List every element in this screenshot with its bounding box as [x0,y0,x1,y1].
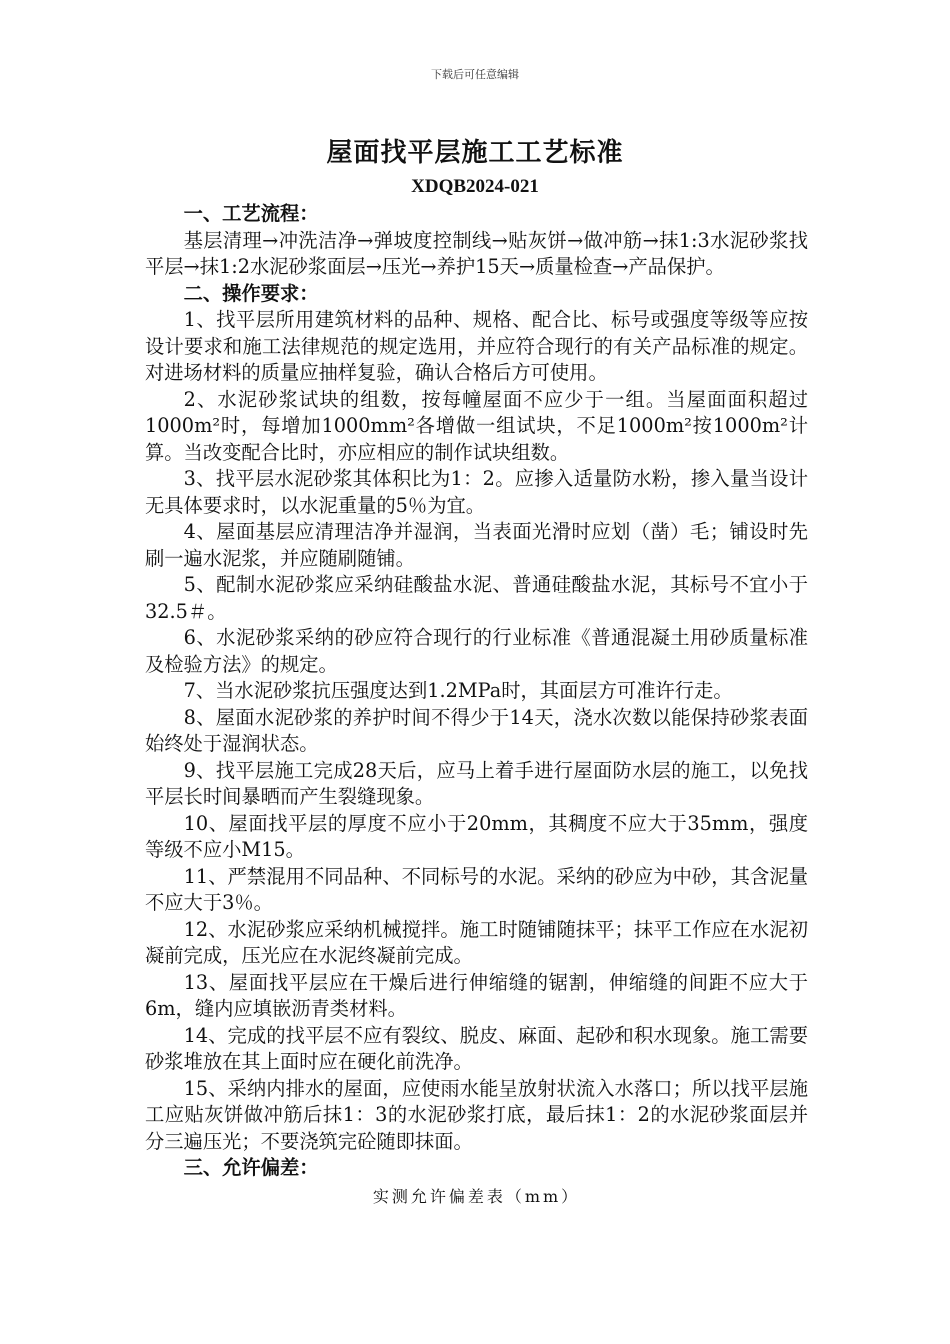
requirement-item: 11、严禁混用不同品种、不同标号的水泥。采纳的砂应为中砂，其含泥量不应大于3％。 [145,864,808,914]
requirement-item: 15、采纳内排水的屋面，应使雨水能呈放射状流入水落口；所以找平层施工应贴灰饼做冲筋后抹1：3的水泥砂浆打底，最后抹1：2的水泥砂浆面层并分三遍压光；不要浇筑完砼随即抹面。 [145,1076,808,1153]
requirement-item: 14、完成的找平层不应有裂纹、脱皮、麻面、起砂和积水现象。施工需要砂浆堆放在其上面时应在硬化前洗净。 [145,1023,808,1073]
requirement-item: 1、找平层所用建筑材料的品种、规格、配合比、标号或强度等级等应按设计要求和施工法律规范的规定选用，并应符合现行的有关产品标准的规定。对进场材料的质量应抽样复验，确认合格后方可使用。 [145,308,808,384]
section-heading-process: 一、工艺流程： [183,202,319,225]
document-code: XDQB2024-021 [411,176,539,197]
process-text: 基层清理→冲洗洁净→弹坡度控制线→贴灰饼→做冲筋→抹1:3水泥砂浆找平层→抹1:2水泥砂浆面层→压光→养护15天→质量检查→产品保护。 [145,228,808,278]
requirement-item: 2、水泥砂浆试块的组数，按每幢屋面不应少于一组。当屋面面积超过1000m²时，每增加1000mm²各增做一组试块，不足1000m²按1000m²计算。当改变配合比时，亦应相应的制作试块组数。 [145,387,808,464]
document-title: 屋面找平层施工工艺标准 [326,138,624,168]
requirement-item: 6、水泥砂浆采纳的砂应符合现行的行业标准《普通混凝土用砂质量标准及检验方法》的规定。 [145,626,808,676]
table-caption: 实测允许偏差表（mm） [372,1186,581,1206]
requirement-item: 13、屋面找平层应在干燥后进行伸缩缝的锯割，伸缩缝的间距不应大于6m，缝内应填嵌沥青类材料。 [145,970,808,1020]
requirement-item: 3、找平层水泥砂浆其体积比为1：2。应掺入适量防水粉，掺入量当设计无具体要求时，以水泥重量的5％为宜。 [145,467,808,517]
document-body [145,201,808,1210]
requirement-item: 8、屋面水泥砂浆的养护时间不得少于14天，浇水次数以能保持砂浆表面始终处于湿润状态。 [145,705,808,755]
requirement-item: 4、屋面基层应清理洁净并湿润，当表面光滑时应划（凿）毛；铺设时先刷一遍水泥浆，并应随刷随铺。 [145,520,808,570]
requirement-item: 9、找平层施工完成28天后，应马上着手进行屋面防水层的施工，以免找平层长时间暴晒而产生裂缝现象。 [145,758,808,808]
header-note: 下载后可任意编辑 [431,68,519,81]
section-heading-tolerance: 三、允许偏差： [183,1156,319,1179]
requirement-item: 10、屋面找平层的厚度不应小于20mm，其稠度不应大于35mm，强度等级不应小M15。 [145,811,808,861]
requirement-item: 7、当水泥砂浆抗压强度达到1.2MPa时，其面层方可准许行走。 [183,679,733,702]
requirement-item: 5、配制水泥砂浆应采纳硅酸盐水泥、普通硅酸盐水泥，其标号不宜小于32.5＃。 [145,573,808,623]
section-heading-requirements: 二、操作要求： [183,281,319,305]
requirement-item: 12、水泥砂浆应采纳机械搅拌。施工时随铺随抹平；抹平工作应在水泥初凝前完成，压光应在水泥终凝前完成。 [145,917,808,967]
